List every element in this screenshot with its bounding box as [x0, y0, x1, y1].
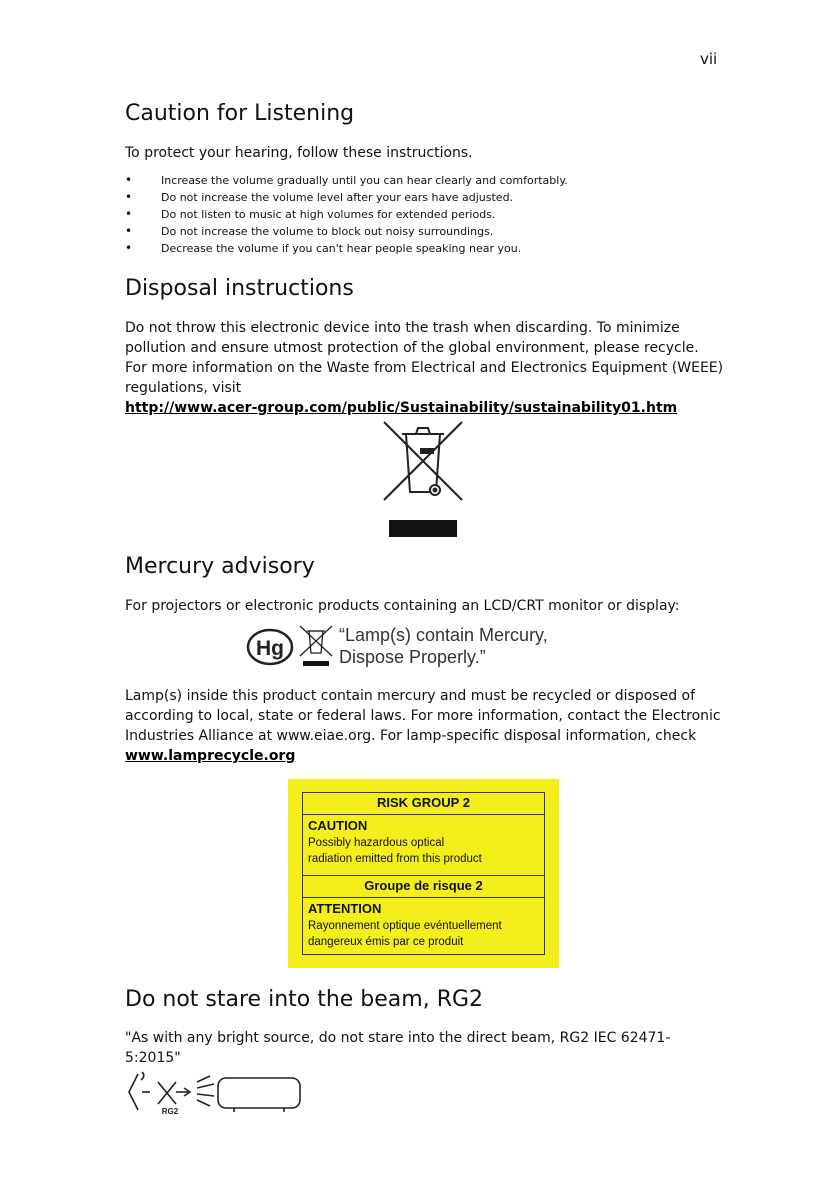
caution-heading: Caution for Listening — [125, 101, 355, 126]
lamprecycle-link[interactable]: www.lamprecycle.org — [125, 748, 296, 764]
mercury-heading: Mercury advisory — [125, 554, 315, 579]
lamp-line-2: Dispose Properly.” — [339, 647, 486, 667]
disposal-text: Do not throw this electronic device into the trash when discarding. To minimize pollution and ensure utmost protection of the global environment, please recycle. For more information on the Waste from Electrical and Electronics Equipment (WEEE) regulations, visit — [125, 320, 724, 396]
list-item: • Do not listen to music at high volumes for extended periods. — [125, 206, 568, 223]
risk-group-en-row — [303, 793, 544, 815]
mercury-text: Lamp(s) inside this product contain mercury and must be recycled or disposed of according to local, state or federal laws. For more information, contact the Electronic Industries Alliance at www.eiae.org. For lamp-specific disposal information, check — [125, 688, 721, 744]
caution-list — [125, 172, 568, 257]
risk-label-frame — [302, 792, 545, 955]
do-not-stare-icon — [124, 1070, 304, 1116]
caution-title: CAUTION — [308, 818, 368, 833]
caution-intro: To protect your hearing, follow these instructions. — [125, 145, 473, 161]
list-item: • Do not increase the volume level after your ears have adjusted. — [125, 189, 568, 206]
beam-heading: Do not stare into the beam, RG2 — [125, 987, 484, 1012]
caution-text-1: Possibly hazardous optical — [308, 837, 445, 849]
weee-link[interactable]: http://www.acer-group.com/public/Sustainability/sustainability01.htm — [125, 400, 678, 416]
beam-body: "As with any bright source, do not stare into the direct beam, RG2 IEC 62471-5:2015" — [125, 1030, 671, 1066]
list-item: • Do not increase the volume to block out noisy surroundings. — [125, 223, 568, 240]
list-item: • Increase the volume gradually until you can hear clearly and comfortably. — [125, 172, 568, 189]
caution-block — [303, 815, 544, 876]
hg-icon — [246, 627, 294, 667]
weee-bin-icon — [380, 420, 466, 540]
risk-group-en: RISK GROUP 2 — [377, 795, 470, 810]
attention-text-1: Rayonnement optique evéntuellement — [308, 920, 502, 932]
lamp-mercury-text — [339, 624, 548, 668]
caution-text-2: radiation emitted from this product — [308, 853, 482, 865]
list-item: • Decrease the volume if you can't hear people speaking near you. — [125, 240, 568, 257]
weee-small-bin-icon — [298, 624, 334, 668]
risk-group-fr-row — [303, 876, 544, 898]
disposal-heading: Disposal instructions — [125, 276, 354, 301]
attention-block — [303, 898, 544, 950]
attention-title: ATTENTION — [308, 901, 382, 916]
risk-group-fr: Groupe de risque 2 — [364, 878, 483, 893]
mercury-intro: For projectors or electronic products containing an LCD/CRT monitor or display: — [125, 598, 680, 614]
attention-text-2: dangereux émis par ce produit — [308, 936, 464, 948]
mercury-body — [125, 686, 725, 766]
lamp-line-1: “Lamp(s) contain Mercury, — [339, 625, 548, 645]
disposal-body — [125, 318, 725, 418]
page-number: vii — [700, 50, 718, 68]
rg2-icon-label: RG2 — [161, 1107, 179, 1116]
hg-symbol: Hg — [256, 637, 284, 660]
risk-group-label — [288, 779, 559, 968]
